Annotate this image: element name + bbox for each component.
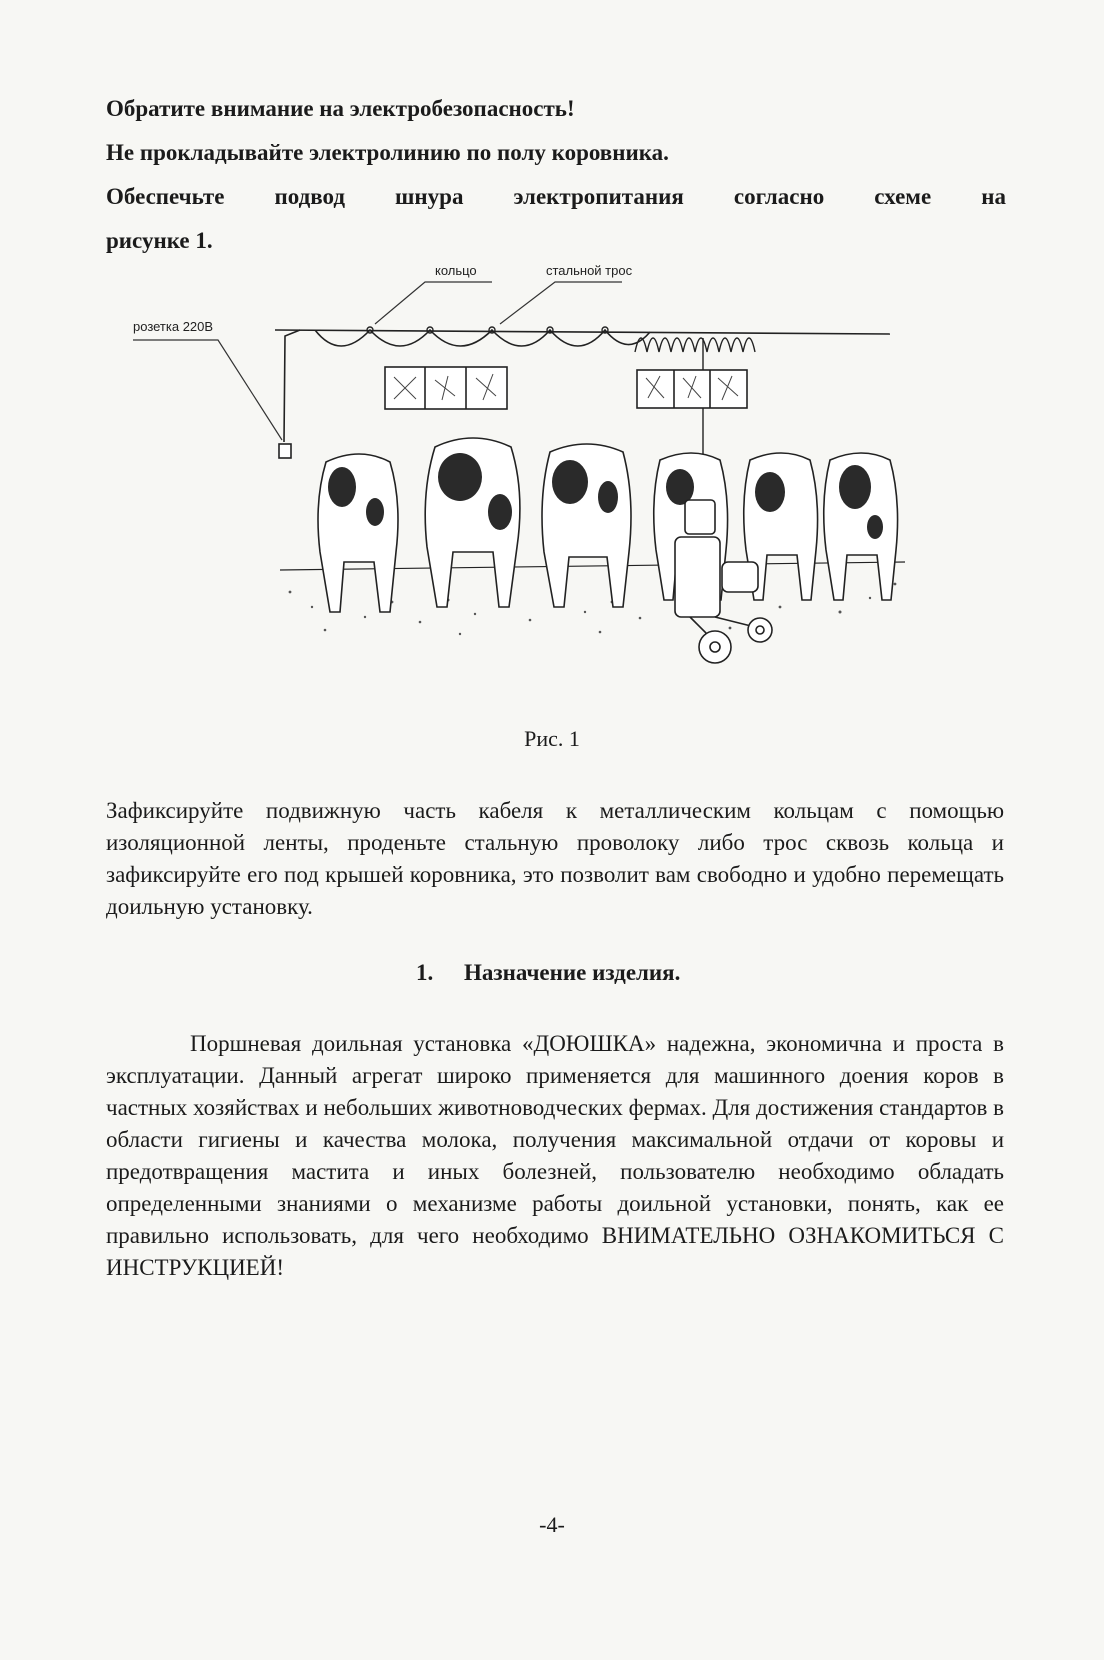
- socket-icon: [279, 444, 291, 458]
- barn-windows: [385, 367, 747, 409]
- coiled-cable: [635, 338, 755, 352]
- cord-to-socket: [284, 330, 300, 442]
- product-purpose-paragraph: Поршневая доильная установка «ДОЮШКА» надежна, экономична и проста в эксплуатации. Данный агрегат широко применяется для машинного доения коров в частных хозяйствах и небольших животноводческих фермах. Для достижения стандартов в области гигиены и качества молока, получения максимальной отдачи от коровы и предотвращения мастита и иных болезней, пользователю необходимо обладать определенными знаниями о механизме работы доильной установки, понять, как ее правильно использовать, для чего необходимо ВНИМАТЕЛЬНО ОЗНАКОМИТЬСЯ С ИНСТРУКЦИЕЙ!: [106, 1031, 1004, 1280]
- safety-warning-title: Обратите внимание на электробезопасность!: [106, 96, 575, 121]
- page-number: -4-: [539, 1512, 565, 1537]
- ring-label: кольцо: [435, 263, 477, 278]
- section-heading: [416, 960, 680, 986]
- steel-cable-label: стальной трос: [546, 263, 633, 278]
- leader-lines: [133, 282, 622, 440]
- barn-cable-diagram: [130, 262, 980, 702]
- floor-cable-warning: Не прокладывайте электролинию по полу коровника.: [106, 140, 669, 165]
- socket-label: розетка 220В: [133, 319, 214, 334]
- power-cord-instruction: Обеспечьте подвод шнура электропитания согласно схеме на: [106, 184, 1006, 209]
- figure-1-illustration: [130, 262, 980, 702]
- section-number: 1.: [416, 960, 434, 985]
- power-cord-instruction-end: рисунке 1.: [106, 228, 213, 253]
- cable-fixing-paragraph: Зафиксируйте подвижную часть кабеля к металлическим кольцам с помощью изоляционной ленты, проденьте стальную проволоку либо трос сквозь кольца и зафиксируйте его под крышей коровника, это позволит вам свободно и удобно перемещать доильную установку.: [106, 798, 1004, 919]
- cows: [318, 438, 898, 612]
- section-title: Назначение изделия.: [464, 960, 681, 985]
- figure-caption: Рис. 1: [524, 726, 580, 751]
